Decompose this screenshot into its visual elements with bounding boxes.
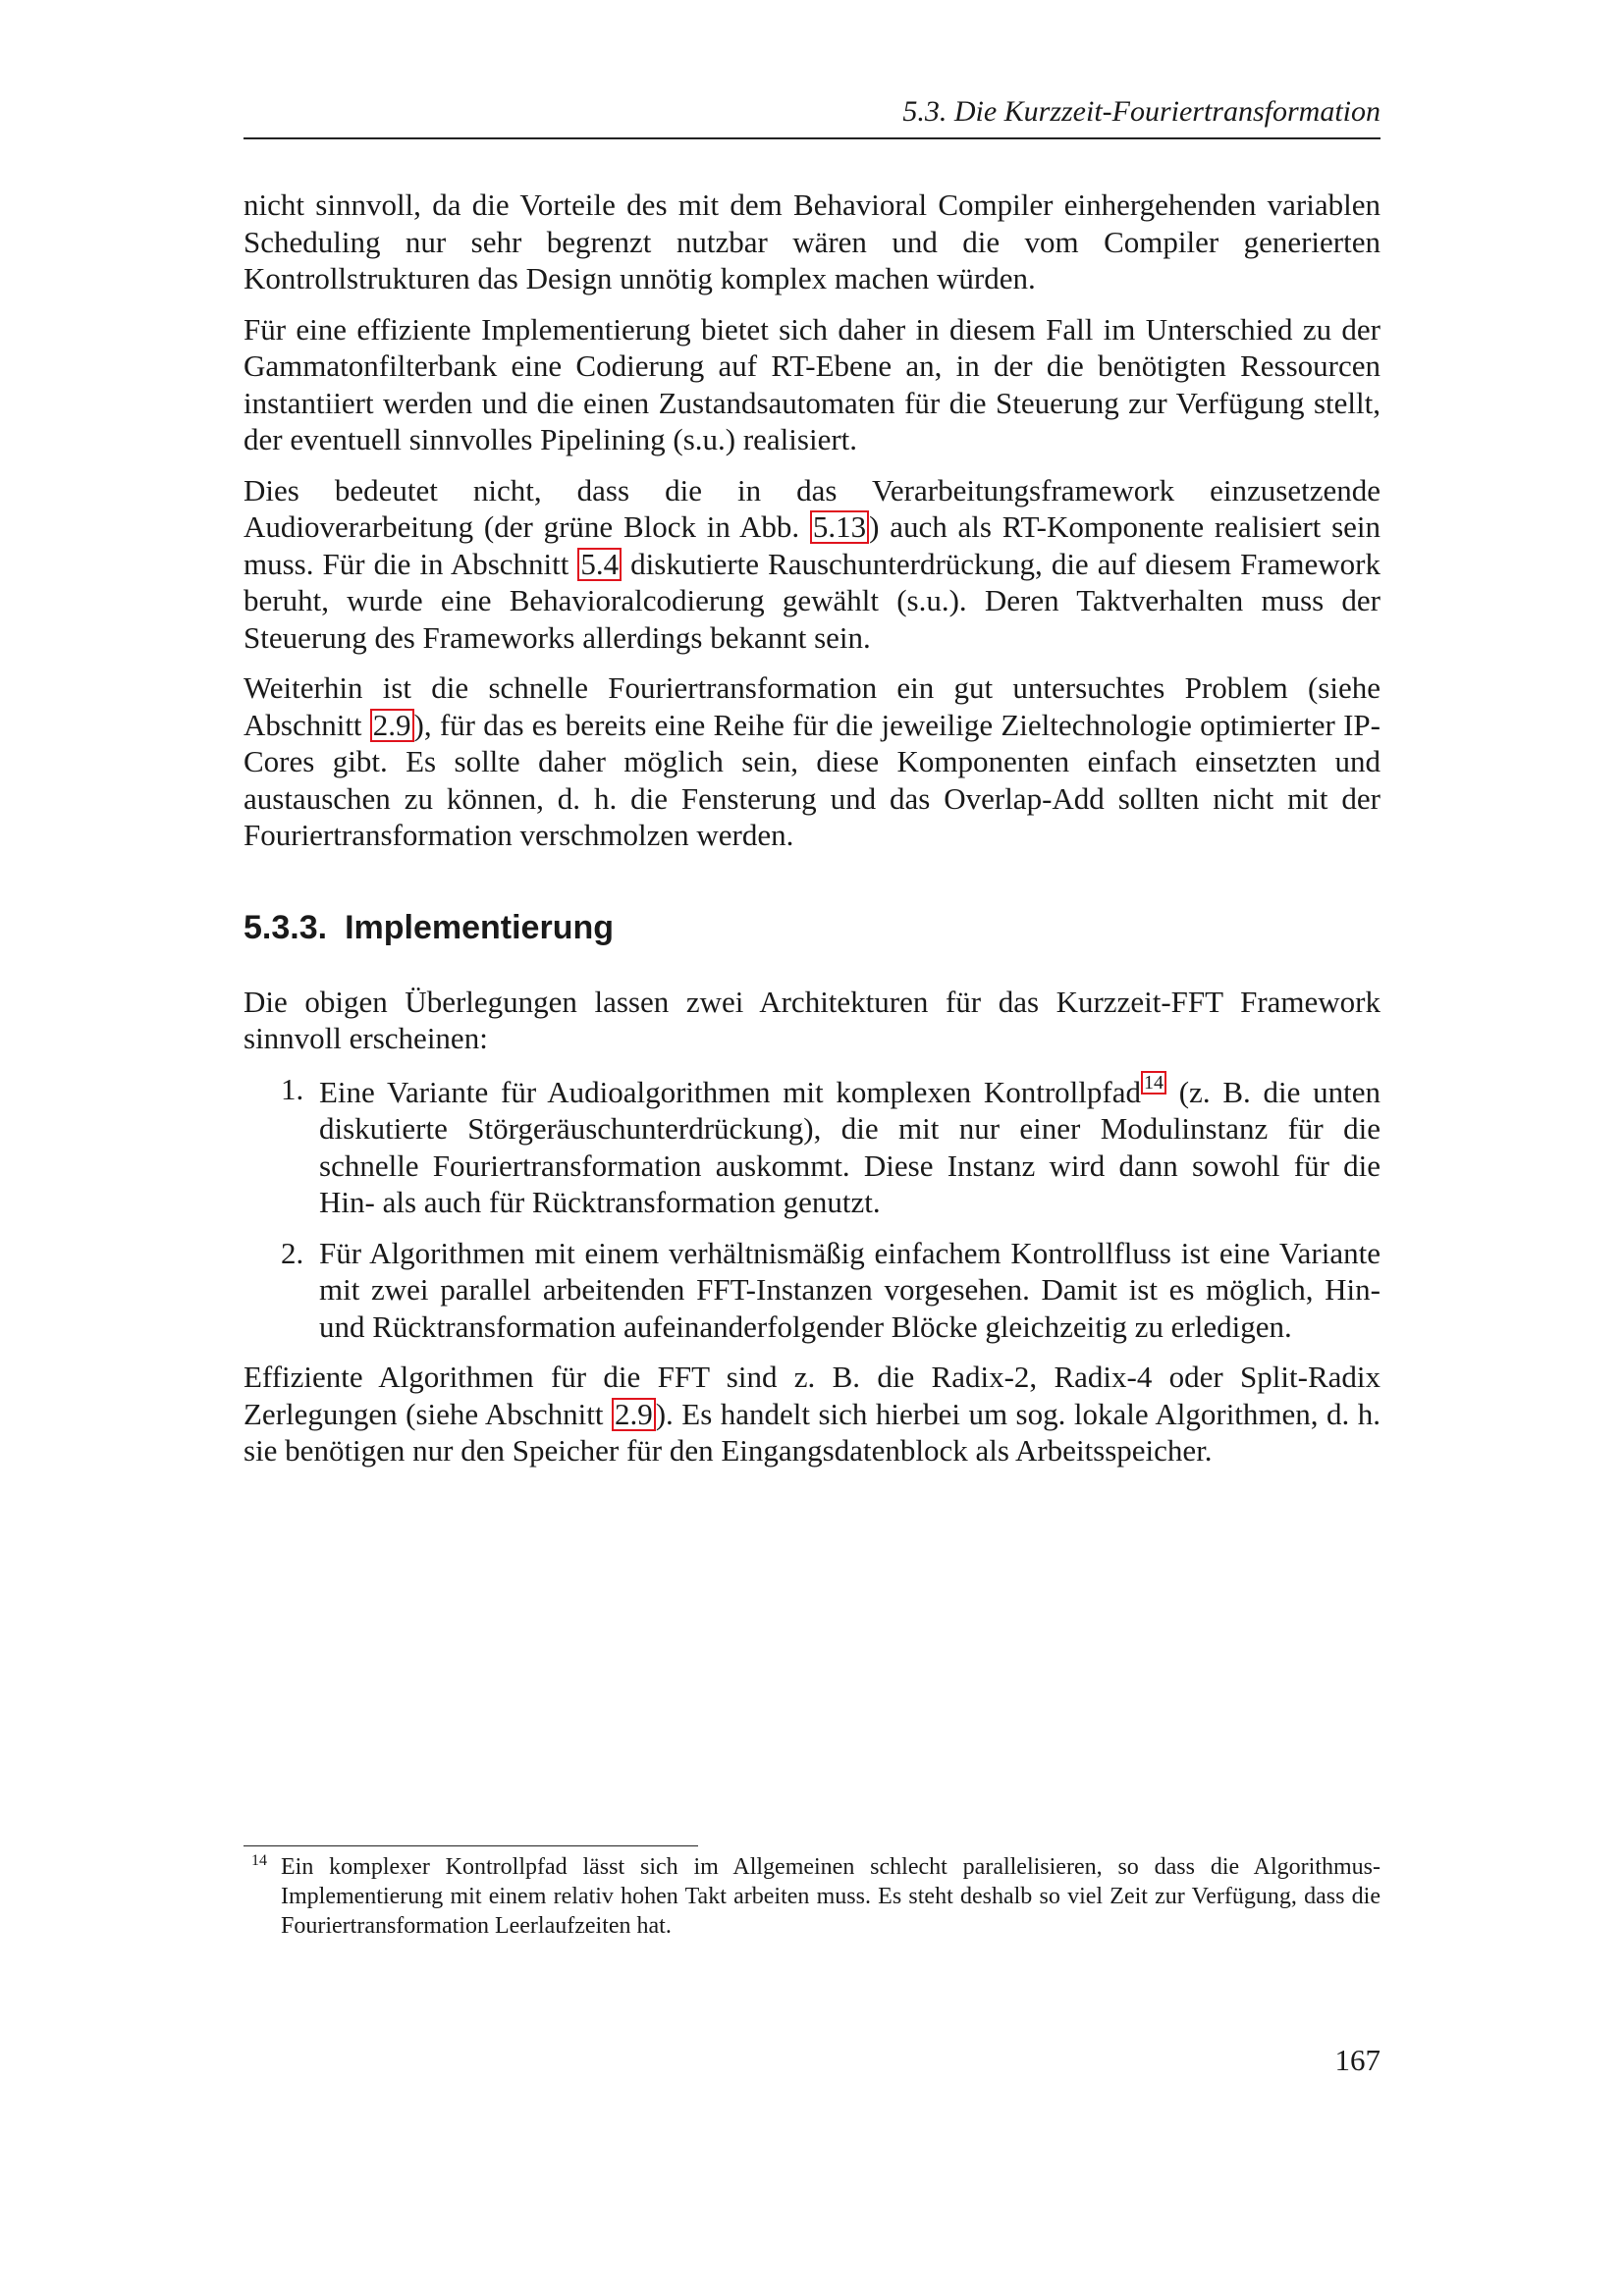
list-item-text: Für Algorithmen mit einem verhältnismäßig einfachem Kontrollfluss ist eine Variante mit zwei parallel arbeitenden FFT-Instanzen vorgesehen. Damit ist es möglich, Hin- und Rücktransformation aufeinanderfolgender Blöcke gleichzeitig zu erledigen. <box>319 1235 1380 1344</box>
paragraph-3-text-b: ) auch als RT-Komponente realisiert sein muss. Für die in Abschnitt <box>244 509 1381 581</box>
footnote-area <box>244 1845 1380 1941</box>
list-item-number: 1. <box>281 1071 304 1106</box>
architecture-list <box>244 1071 1380 1346</box>
running-title: 5.3. Die Kurzzeit-Fouriertransformation <box>902 95 1380 128</box>
list-item-text-a: Eine Variante für Audioalgorithmen mit komplexen Kontrollpfad <box>319 1074 1141 1109</box>
footnote-ref-link[interactable]: 14 <box>1141 1071 1166 1095</box>
footnote-divider <box>244 1845 698 1846</box>
closing-text-b: ). Es handelt sich hierbei um sog. lokale Algorithmen, d. h. sie benötigen nur den Speicher für den Eingangsdatenblock als Arbeitsspeicher. <box>244 1396 1381 1468</box>
list-item <box>244 1235 1380 1346</box>
footnote <box>244 1852 1380 1941</box>
section-title: Implementierung <box>345 908 615 946</box>
footnote-text: Ein komplexer Kontrollpfad lässt sich im Allgemeinen schlecht parallelisieren, so dass die Algorithmus-Implementierung mit einem relativ hohen Takt arbeiten muss. Es steht deshalb so viel Zeit zur Verfügung, dass die Fouriertransformation Leerlaufzeiten hat. <box>281 1854 1380 1939</box>
figure-ref-link[interactable]: 5.13 <box>810 510 869 544</box>
page-number: 167 <box>1334 2043 1380 2077</box>
paragraph-3-text-a: Dies bedeutet nicht, dass die in das Verarbeitungsframework einzusetzende Audioverarbeitung (der grüne Block in Abb. <box>244 472 1380 544</box>
section-ref-link[interactable]: 2.9 <box>612 1398 656 1431</box>
list-item-number: 2. <box>281 1235 304 1270</box>
main-text <box>244 187 1380 1483</box>
paragraph-4-text-a: Weiterhin ist die schnelle Fouriertransformation ein gut untersuchtes Problem (siehe Abschnitt <box>244 670 1380 742</box>
list-item <box>244 1071 1380 1221</box>
paragraph-4 <box>244 669 1380 854</box>
footnote-number: 14 <box>251 1852 267 1869</box>
section-ref-link[interactable]: 2.9 <box>370 709 414 742</box>
paragraph-3 <box>244 472 1380 657</box>
paragraph-2: Für eine effiziente Implementierung bietet sich daher in diesem Fall im Unterschied zu der Gammatonfilterbank eine Codierung auf RT-Ebene an, in der die benötigten Ressourcen instantiiert werden und die einen Zustandsautomaten für die Steuerung zur Verfügung stellt, der eventuell sinnvolles Pipelining (s.u.) realisiert. <box>244 311 1380 456</box>
closing-paragraph <box>244 1359 1380 1469</box>
paragraph-3-text-c: diskutierte Rauschunterdrückung, die auf diesem Framework beruht, wurde eine Behavioralcodierung gewählt (s.u.). Deren Taktverhalten muss der Steuerung des Frameworks allerdings bekannt sein. <box>244 546 1380 655</box>
section-number: 5.3.3. <box>244 908 328 946</box>
paragraph-4-text-b: ), für das es bereits eine Reihe für die jeweilige Zieltechnologie optimierter IP-Cores gibt. Es sollte daher möglich sein, diese Komponenten einfach einsetzten und austauschen zu können, d. h. die Fensterung und das Overlap-Add sollten nicht mit der Fouriertransformation verschmolzen werden. <box>244 707 1380 852</box>
list-item-text-b: (z. B. die unten diskutierte Störgeräuschunterdrückung), die mit nur einer Modulinstanz für die schnelle Fouriertransformation auskommt. Diese Instanz wird dann sowohl für die Hin- als auch für Rücktransformation genutzt. <box>319 1074 1380 1219</box>
paragraph-1: nicht sinnvoll, da die Vorteile des mit dem Behavioral Compiler einhergehenden variablen Scheduling nur sehr begrenzt nutzbar wären und die vom Compiler generierten Kontrollstrukturen das Design unnötig komplex machen würden. <box>244 187 1380 295</box>
section-heading <box>244 907 1380 948</box>
closing-text-a: Effiziente Algorithmen für die FFT sind z. B. die Radix-2, Radix-4 oder Split-Radix Zerlegungen (siehe Abschnitt <box>244 1360 1380 1431</box>
intro-paragraph: Die obigen Überlegungen lassen zwei Architekturen für das Kurzzeit-FFT Framework sinnvoll erscheinen: <box>244 984 1380 1055</box>
page-header <box>244 92 1380 139</box>
section-ref-link[interactable]: 5.4 <box>577 548 622 581</box>
